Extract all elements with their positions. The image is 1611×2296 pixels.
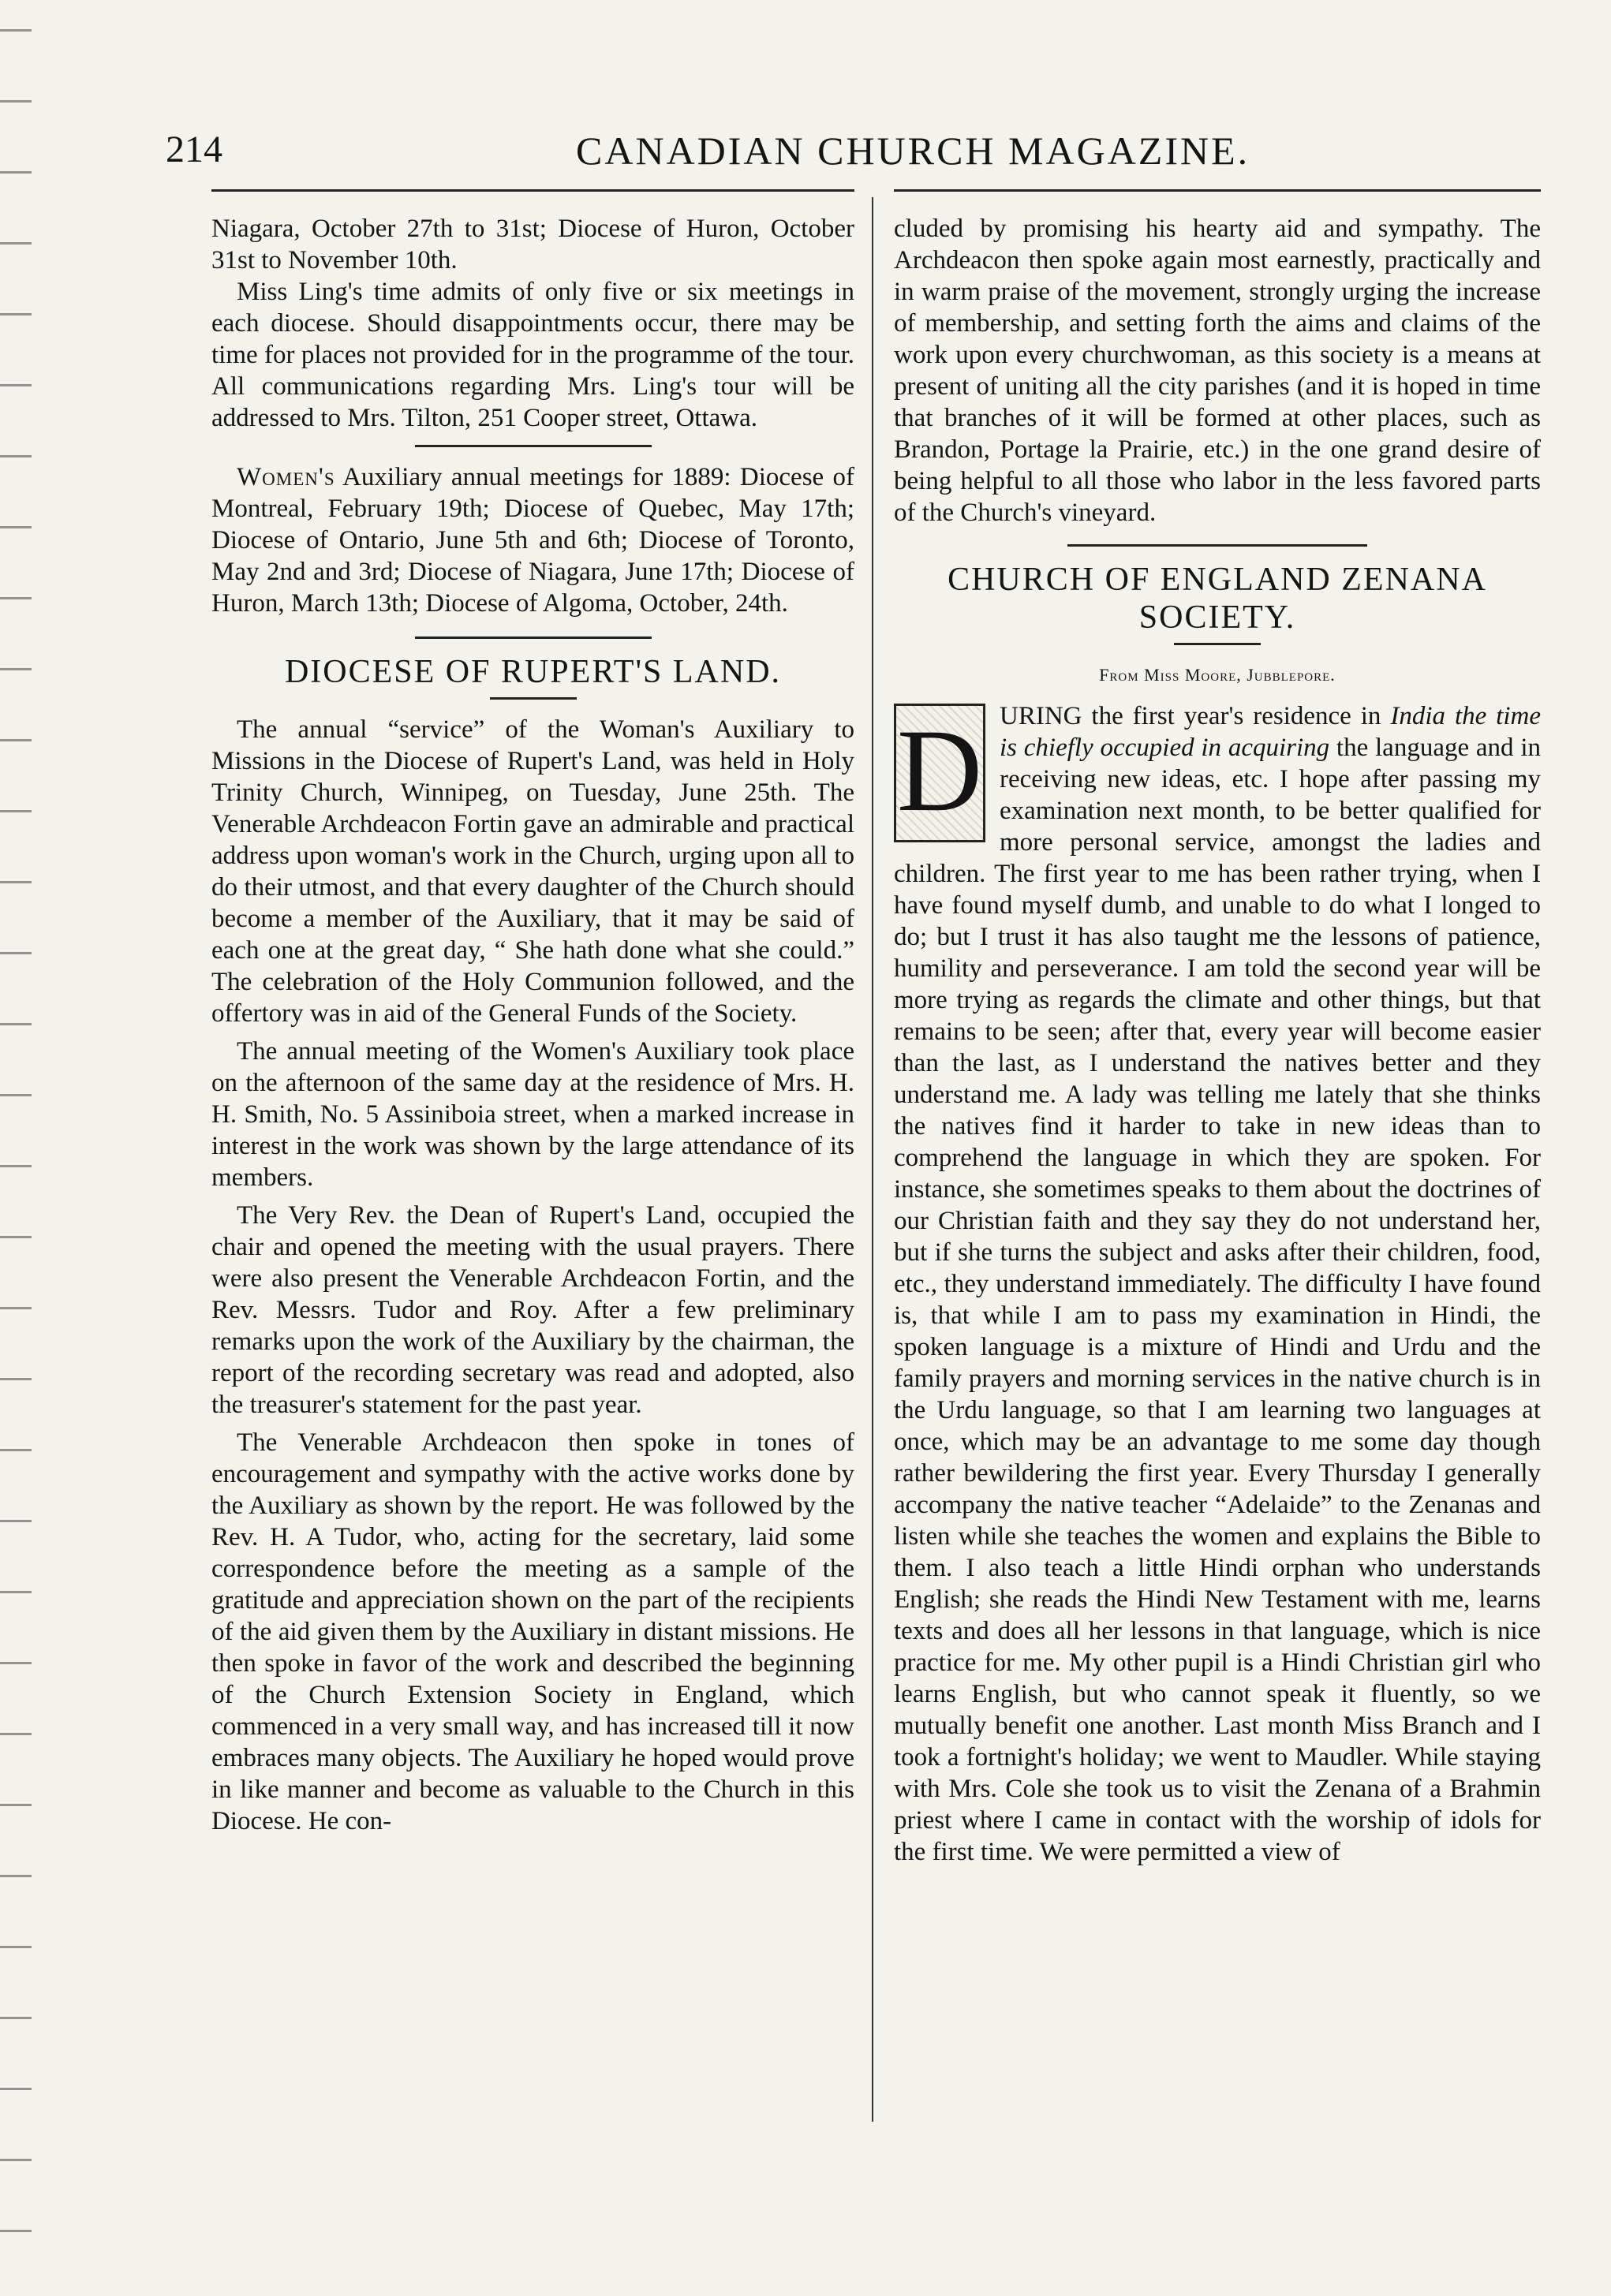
page-header: [166, 128, 1538, 183]
paragraph: The Very Rev. the Dean of Rupert's Land, occupied the chair and opened the meeting with the usual prayers. There were also present the Venerable Archdeacon Fortin, and the Rev. Messrs. Tudor and Roy. After a few preliminary remarks upon the work of the Auxiliary by the chairman, the report of the recording secretary was read and adopted, also the treasurer's statement for the past year.: [211, 1201, 854, 1419]
right-column: [894, 213, 1541, 1868]
paragraph-italic: India the time is chiefly occupied in acquiring: [1000, 702, 1541, 762]
section-rule: [490, 697, 577, 700]
byline: From Miss Moore, Jubblepore.: [1099, 665, 1336, 685]
left-column: [211, 213, 854, 1837]
paragraph-text: the language and in receiving new ideas, etc. I hope after passing my examination next month, to be better qualified for more personal service, amongst the ladies and children. The first year to me has been rather trying, when I have found myself dumb, and unable to do what I longed to do; but I trust it has also taught me the lessons of patience, humility and perseverance. I am told the second year will be more trying as regards the climate and other things, but that remains to be seen; after that, every year will become easier than the last, as I understand the natives better and they understand me. A lady was telling me lately that she thinks the natives find it harder to take in new ideas than to comprehend the language in which they are spoken. For instance, she sometimes speaks to them about the doctrines of our Christian faith and they say they do not understand her, but if she turns the subject and asks after their children, food, etc., they understand immediately. The difficulty I have found is, that while I am to pass my examination in Hindi, the spoken language is a mixture of Hindi and Urdu and the family prayers and morning services in the native church is in the Urdu language, so that I am learning two languages at once, which may be an advantage to me some day though rather bewildering the first year. Every Thursday I generally accompany the native teacher “Adelaide” to the Zenanas and listen while she teaches the women and explains the Bible to them. I also teach a little Hindi orphan who understands English; she reads the Hindi New Testament with me, learns texts and does all her lessons in that language, which is nice practice for me. My other pupil is a Hindi Christian girl who learns English, but who cannot speak it fluently, so we mutually benefit one another. Last month Miss Branch and I took a fortnight's holiday; we went to Maudler. While staying with Mrs. Cole she took us to visit the Zenana of a Brahmin priest where I came in contact with the worship of idols for the first time. We were permitted a view of: [894, 734, 1541, 1866]
paragraph-text: URING the first year's residence in: [1000, 702, 1391, 730]
paragraph: Miss Ling's time admits of only five or six meetings in each diocese. Should disappointments occur, there may be time for places not provided for in the programme of the tour. All communications regarding Mrs. Ling's tour will be addressed to Mrs. Tilton, 251 Cooper street, Ottawa.: [211, 278, 854, 432]
paragraph: The Venerable Archdeacon then spoke in tones of encouragement and sympathy with the active works done by the Auxiliary as shown by the report. He was followed by the Rev. H. A Tudor, who, acting for the secretary, laid some correspondence before the meeting as a sample of the gratitude and appreciation shown on the part of the recipients of the aid given them by the Auxiliary in distant missions. He then spoke in favor of the work and described the beginning of the Church Extension Society in England, which commenced in a very small way, and has increased till it now embraces many objects. The Auxiliary he hoped would prove in like manner and become as valuable to the Church in this Diocese. He con-: [211, 1428, 854, 1835]
paragraph: cluded by promising his hearty aid and sympathy. The Archdeacon then spoke again most earnestly, practically and in warm praise of the movement, strongly urging the increase of membership, and setting forth the aims and claims of the work upon every churchwoman, as this society is a means at present of uniting all the city parishes (and it is hoped in time that branches of it will be formed at other places, such as Brandon, Portage la Prairie, etc.) in the one grand desire of being helpful to all those who labor in the less favored parts of the Church's vineyard.: [894, 215, 1541, 527]
section-rule: [1174, 643, 1261, 645]
paragraph: [894, 700, 1541, 1868]
lead-word: Women's: [237, 463, 335, 491]
paragraph: The annual meeting of the Women's Auxiliary took place on the afternoon of the same day at the residence of Mrs. H. H. Smith, No. 5 Assiniboia street, when a marked increase in interest in the work was shown by the large attendance of its members.: [211, 1037, 854, 1192]
column-divider: [872, 197, 873, 2122]
header-rule-right: [894, 189, 1541, 192]
scan-edge-marks: [0, 0, 32, 2296]
magazine-title: CANADIAN CHURCH MAGAZINE.: [576, 129, 1250, 173]
section-title: CHURCH OF ENGLAND ZENANA SOCIETY.: [948, 562, 1487, 636]
section-rule: [1067, 544, 1367, 547]
page-number: 214: [166, 129, 222, 170]
section-rule: [415, 445, 652, 447]
dropcap-initial: D: [894, 704, 985, 842]
paragraph: The annual “service” of the Woman's Auxiliary to Missions in the Diocese of Rupert's Land, was held in Holy Trinity Church, Winnipeg, on Tuesday, June 25th. The Venerable Archdeacon Fortin gave an admirable and practical address upon woman's work in the Church, urging upon all to do their utmost, and that every daughter of the Church should become a member of the Auxiliary, that it may be said of each one at the great day, “ She hath done what she could.” The celebration of the Holy Communion followed, and the offertory was in aid of the General Funds of the Society.: [211, 715, 854, 1028]
section-rule: [415, 637, 652, 639]
header-rule-left: [211, 189, 854, 192]
section-title: DIOCESE OF RUPERT'S LAND.: [284, 654, 782, 690]
paragraph-text: Auxiliary annual meetings for 1889: Diocese of Montreal, February 19th; Diocese of Quebec, May 17th; Diocese of Ontario, June 5th and 6th; Diocese of Toronto, May 2nd and 3rd; Diocese of Niagara, June 17th; Diocese of Huron, March 13th; Diocese of Algoma, October, 24th.: [211, 463, 854, 618]
paragraph: Niagara, October 27th to 31st; Diocese of Huron, October 31st to November 10th.: [211, 215, 854, 274]
paragraph: [211, 461, 854, 619]
